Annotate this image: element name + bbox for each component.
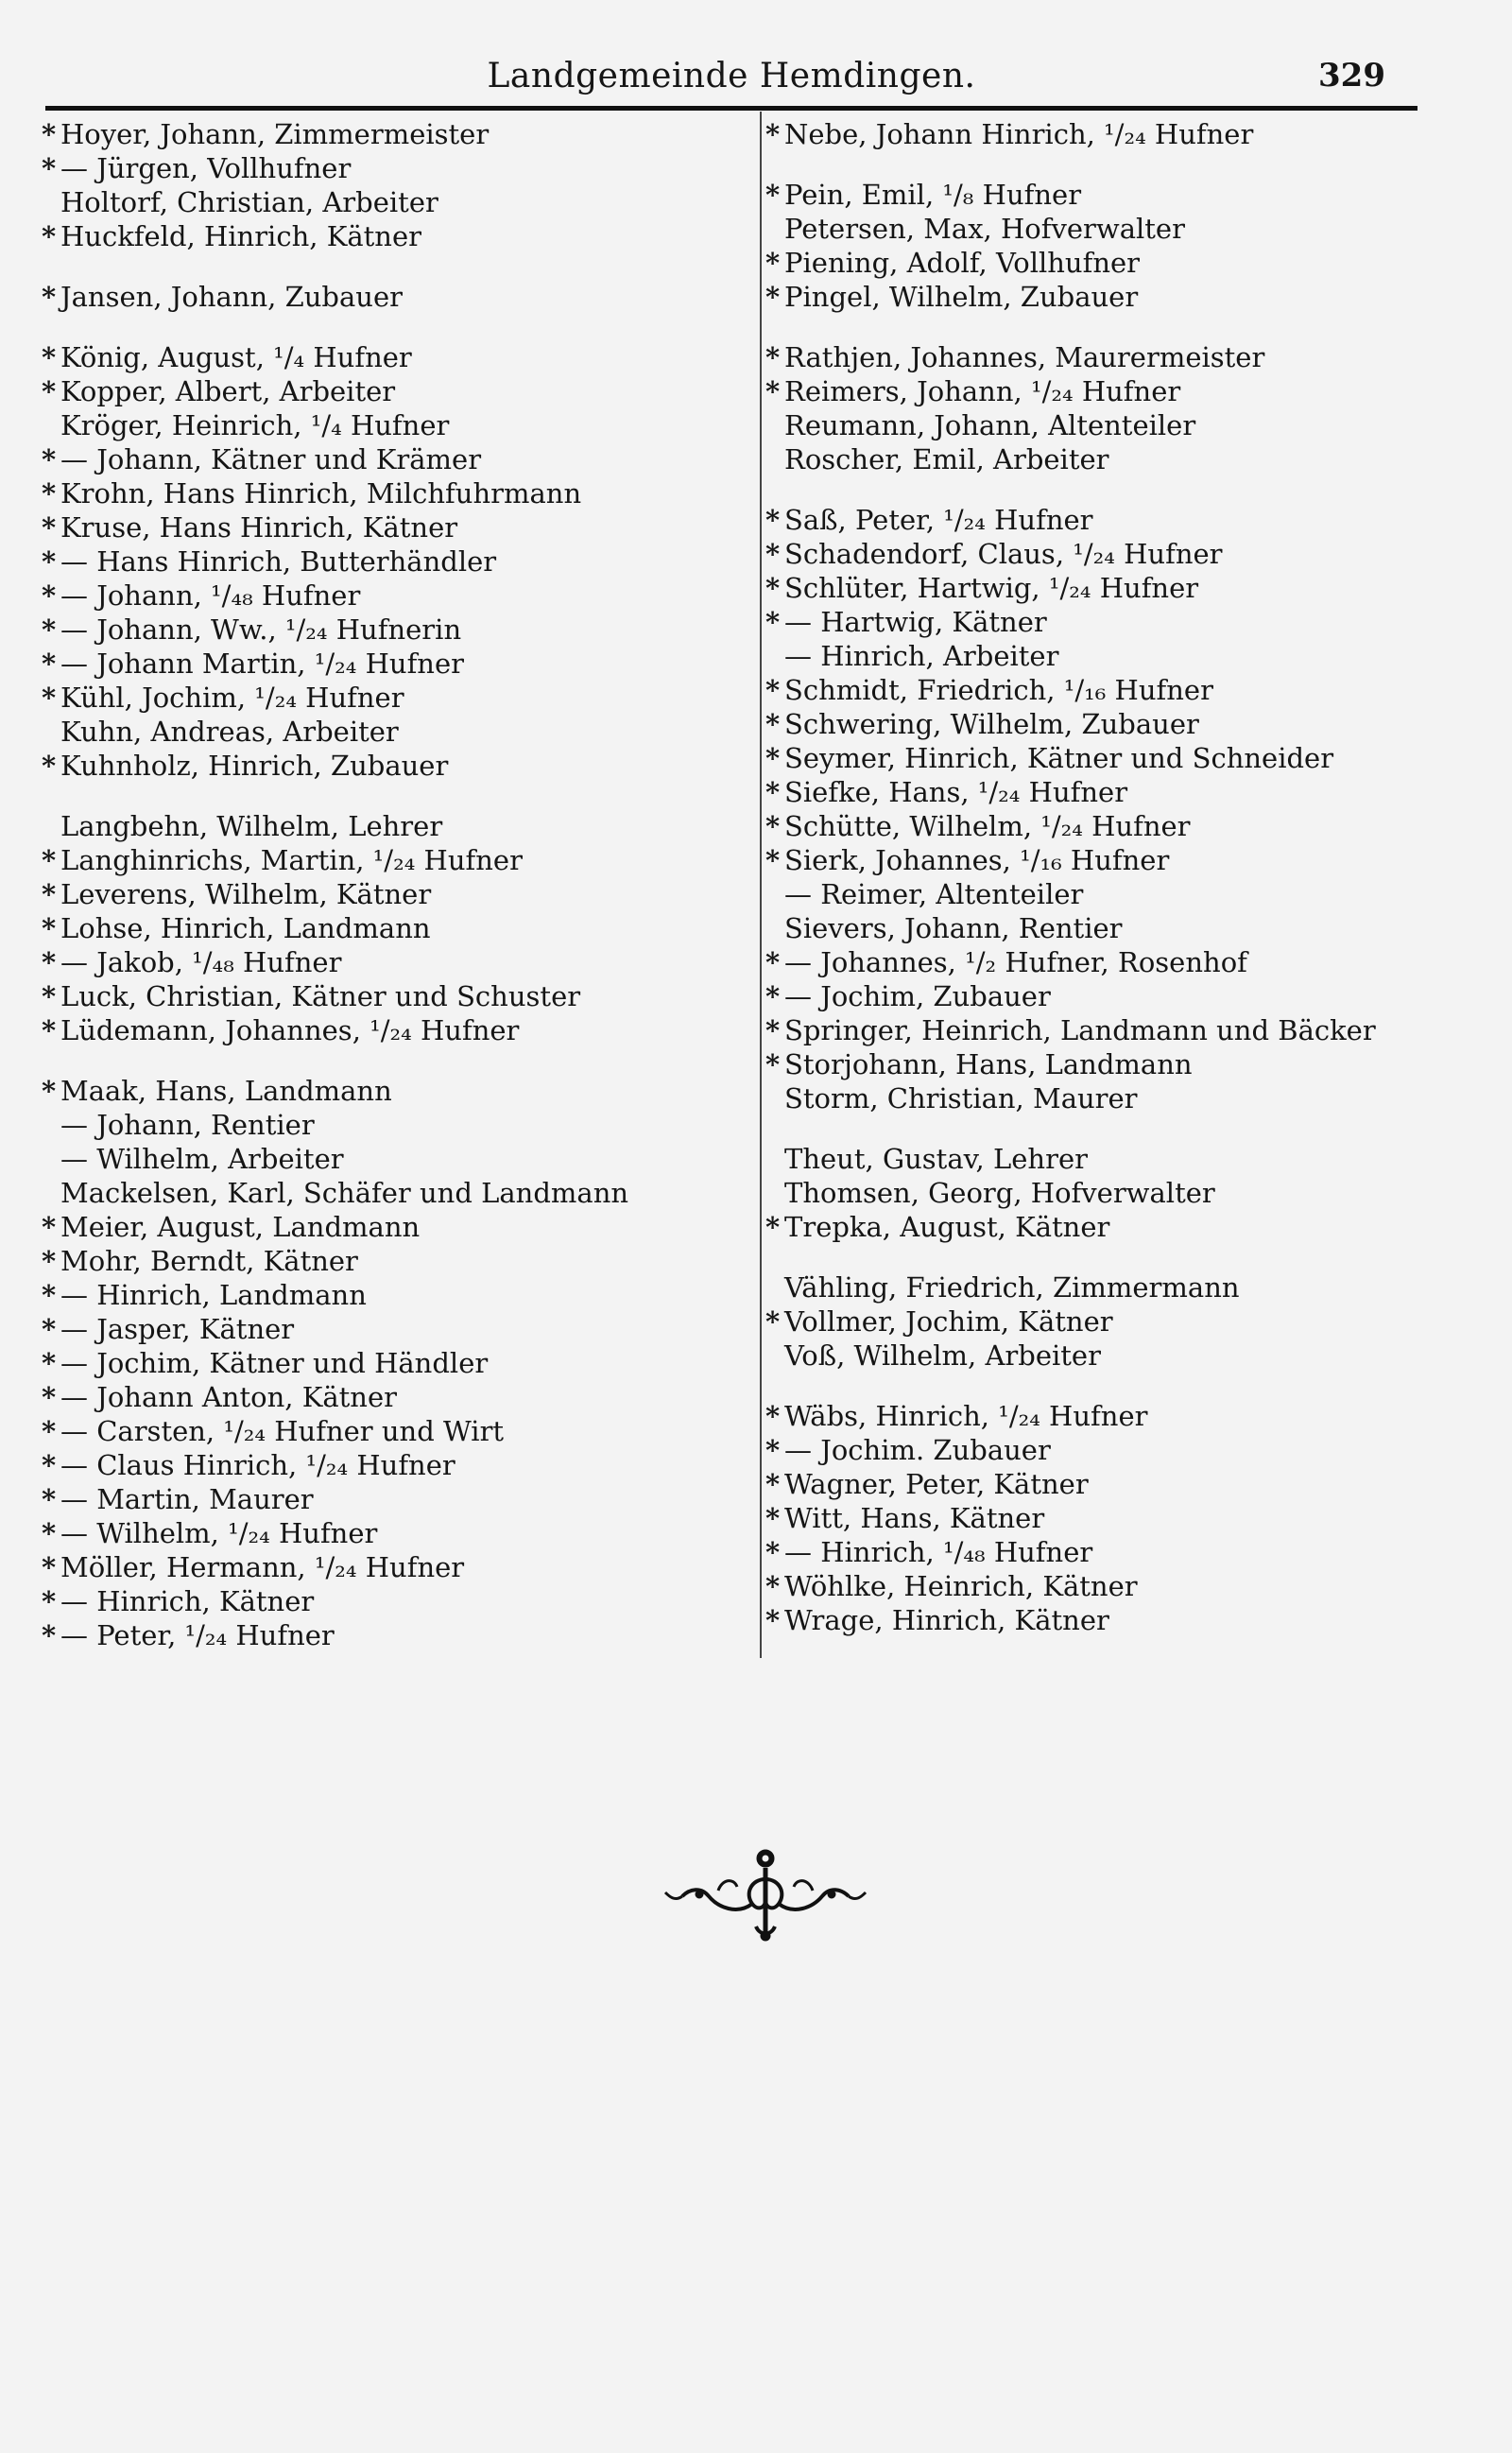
entry-text: König, August, ¹/₄ Hufner — [60, 341, 412, 373]
entry-text: Rathjen, Johannes, Maurermeister — [784, 341, 1265, 373]
entry-mark: * — [42, 613, 57, 646]
section-gap — [42, 1047, 722, 1074]
list-item — [765, 1501, 1446, 1535]
entry-text: Springer, Heinrich, Landmann und Bäcker — [784, 1014, 1376, 1046]
entry-mark: * — [42, 946, 57, 978]
entry-mark: * — [42, 1483, 57, 1515]
entry-text: Mohr, Berndt, Kätner — [60, 1245, 358, 1277]
entry-mark: * — [42, 579, 57, 612]
list-item — [765, 809, 1446, 843]
list-item — [765, 673, 1446, 707]
entry-text: Schadendorf, Claus, ¹/₂₄ Hufner — [784, 538, 1223, 570]
entry-mark: * — [42, 477, 57, 510]
entry-mark: * — [42, 1449, 57, 1481]
list-item — [765, 979, 1446, 1013]
entry-mark: * — [765, 1536, 781, 1568]
entry-mark: * — [42, 1551, 57, 1583]
entry-mark: * — [42, 1415, 57, 1447]
list-item — [42, 613, 722, 647]
entry-mark: * — [765, 1570, 781, 1602]
section-gap — [42, 314, 722, 340]
entry-text: — Hinrich, Landmann — [60, 1279, 367, 1311]
entry-mark: * — [42, 118, 57, 150]
list-item — [765, 945, 1446, 979]
entry-mark: * — [42, 1211, 57, 1243]
list-item — [765, 178, 1446, 212]
list-item — [765, 537, 1446, 571]
entry-mark: * — [42, 1517, 57, 1549]
entry-text: — Reimer, Altenteiler — [784, 878, 1084, 910]
entry-mark: * — [765, 375, 781, 407]
list-item — [765, 877, 1446, 911]
right-column — [765, 117, 1446, 1637]
entry-mark: * — [42, 878, 57, 910]
entry-text: Kühl, Jochim, ¹/₂₄ Hufner — [60, 682, 404, 714]
list-item — [42, 877, 722, 911]
entry-mark: * — [42, 1381, 57, 1413]
header-rule — [45, 106, 1418, 111]
entry-mark: * — [765, 708, 781, 740]
page-header — [45, 49, 1418, 104]
entry-text: Möller, Hermann, ¹/₂₄ Hufner — [60, 1551, 465, 1583]
entry-text: — Wilhelm, ¹/₂₄ Hufner — [60, 1517, 378, 1549]
entry-text: Huckfeld, Hinrich, Kätner — [60, 220, 421, 252]
section-gap — [765, 1244, 1446, 1270]
entry-mark: * — [765, 606, 781, 638]
entry-mark: * — [42, 281, 57, 313]
list-item — [42, 979, 722, 1013]
floral-ornament-icon — [662, 1841, 869, 1945]
entry-text: — Jürgen, Vollhufner — [60, 152, 352, 184]
list-item — [42, 1013, 722, 1047]
list-item — [765, 605, 1446, 639]
list-item — [765, 1142, 1446, 1176]
entry-mark: * — [42, 750, 57, 782]
entry-mark: * — [765, 946, 781, 978]
entry-mark: * — [42, 1279, 57, 1311]
entry-text: — Claus Hinrich, ¹/₂₄ Hufner — [60, 1449, 455, 1481]
entry-mark: * — [42, 648, 57, 680]
list-item — [765, 1013, 1446, 1047]
entry-text: Seymer, Hinrich, Kätner und Schneider — [784, 742, 1334, 774]
list-item — [765, 1047, 1446, 1081]
entry-text: Kuhnholz, Hinrich, Zubauer — [60, 750, 449, 782]
list-item — [42, 1482, 722, 1516]
entry-mark: * — [765, 341, 781, 373]
list-item — [42, 219, 722, 253]
list-item — [42, 809, 722, 843]
entry-mark: * — [765, 1468, 781, 1500]
entry-mark: * — [42, 1014, 57, 1046]
entry-text: Vollmer, Jochim, Kätner — [784, 1305, 1113, 1338]
entry-text: Siefke, Hans, ¹/₂₄ Hufner — [784, 776, 1128, 808]
list-item — [42, 1346, 722, 1380]
list-item — [42, 715, 722, 749]
list-item — [765, 374, 1446, 408]
entry-text: — Jochim. Zubauer — [784, 1434, 1051, 1466]
list-item — [42, 1448, 722, 1482]
list-item — [765, 340, 1446, 374]
entry-text: Thomsen, Georg, Hofverwalter — [784, 1177, 1215, 1209]
entry-text: Piening, Adolf, Vollhufner — [784, 247, 1141, 279]
list-item — [765, 1081, 1446, 1115]
entry-mark: * — [42, 375, 57, 407]
entry-text: Petersen, Max, Hofverwalter — [784, 213, 1185, 245]
page-title: Landgemeinde Hemdingen. — [487, 57, 976, 95]
entry-text: — Hinrich, ¹/₄₈ Hufner — [784, 1536, 1093, 1568]
page-number: 329 — [1318, 57, 1385, 95]
list-item — [765, 1270, 1446, 1304]
entry-mark: * — [42, 912, 57, 944]
entry-text: — Johann, ¹/₄₈ Hufner — [60, 579, 361, 612]
entry-text: Sierk, Johannes, ¹/₁₆ Hufner — [784, 844, 1170, 876]
entry-mark: * — [42, 980, 57, 1012]
entry-mark: * — [765, 1211, 781, 1243]
entry-text: — Johann Martin, ¹/₂₄ Hufner — [60, 648, 464, 680]
entry-mark: * — [765, 1604, 781, 1636]
entry-text: Hoyer, Johann, Zimmermeister — [60, 118, 490, 150]
list-item — [42, 185, 722, 219]
list-item — [42, 151, 722, 185]
entry-text: — Jochim, Zubauer — [784, 980, 1051, 1012]
entry-mark: * — [765, 281, 781, 313]
list-item — [42, 1618, 722, 1652]
entry-mark: * — [42, 1619, 57, 1651]
entry-text: Storm, Christian, Maurer — [784, 1082, 1138, 1114]
entry-mark: * — [765, 1014, 781, 1046]
entry-text: — Johann Anton, Kätner — [60, 1381, 398, 1413]
entry-mark: * — [765, 1400, 781, 1432]
list-item — [42, 374, 722, 408]
list-item — [42, 280, 722, 314]
entry-text: Storjohann, Hans, Landmann — [784, 1048, 1193, 1080]
entry-mark: * — [42, 844, 57, 876]
entry-mark: * — [765, 1305, 781, 1338]
list-item — [765, 1433, 1446, 1467]
entry-text: Theut, Gustav, Lehrer — [784, 1143, 1088, 1175]
list-item — [765, 280, 1446, 314]
entry-mark: * — [765, 1048, 781, 1080]
list-item — [765, 741, 1446, 775]
entry-mark: * — [42, 682, 57, 714]
entry-text: Krohn, Hans Hinrich, Milchfuhrmann — [60, 477, 582, 510]
entry-mark: * — [765, 1434, 781, 1466]
entry-text: — Johann, Rentier — [60, 1109, 315, 1141]
entry-text: Jansen, Johann, Zubauer — [60, 281, 403, 313]
entry-mark: * — [765, 776, 781, 808]
list-item — [765, 1339, 1446, 1373]
list-item — [42, 1074, 722, 1108]
list-item — [42, 1380, 722, 1414]
entry-mark: * — [765, 179, 781, 211]
list-item — [42, 1584, 722, 1618]
list-item — [42, 1108, 722, 1142]
entry-text: Wäbs, Hinrich, ¹/₂₄ Hufner — [784, 1400, 1148, 1432]
entry-text: Kröger, Heinrich, ¹/₄ Hufner — [60, 409, 450, 441]
left-column — [42, 117, 722, 1652]
list-item — [42, 1244, 722, 1278]
entry-text: Nebe, Johann Hinrich, ¹/₂₄ Hufner — [784, 118, 1254, 150]
list-item — [765, 1569, 1446, 1603]
list-item — [42, 579, 722, 613]
list-item — [42, 544, 722, 579]
list-item — [42, 1414, 722, 1448]
list-item — [42, 1278, 722, 1312]
section-gap — [765, 151, 1446, 178]
entry-text: — Carsten, ¹/₂₄ Hufner und Wirt — [60, 1415, 505, 1447]
entry-text: Meier, August, Landmann — [60, 1211, 421, 1243]
entry-text: Mackelsen, Karl, Schäfer und Landmann — [60, 1177, 629, 1209]
list-item — [765, 503, 1446, 537]
entry-mark: * — [42, 443, 57, 475]
section-gap — [42, 253, 722, 280]
entry-mark: * — [765, 538, 781, 570]
entry-text: Reumann, Johann, Altenteiler — [784, 409, 1196, 441]
entry-mark: * — [42, 341, 57, 373]
entry-text: Voß, Wilhelm, Arbeiter — [784, 1339, 1101, 1372]
entry-text: Roscher, Emil, Arbeiter — [784, 443, 1109, 475]
entry-text: Reimers, Johann, ¹/₂₄ Hufner — [784, 375, 1181, 407]
entry-mark: * — [42, 1585, 57, 1617]
section-gap — [765, 314, 1446, 340]
entry-text: Langbehn, Wilhelm, Lehrer — [60, 810, 443, 842]
list-item — [42, 1142, 722, 1176]
list-item — [42, 843, 722, 877]
column-divider — [760, 112, 762, 1658]
list-item — [42, 117, 722, 151]
list-item — [765, 1304, 1446, 1339]
list-item — [765, 1603, 1446, 1637]
entry-text: Kopper, Albert, Arbeiter — [60, 375, 396, 407]
list-item — [42, 476, 722, 510]
list-item — [42, 911, 722, 945]
list-item — [765, 117, 1446, 151]
list-item — [765, 1535, 1446, 1569]
entry-mark: * — [42, 152, 57, 184]
list-item — [42, 681, 722, 715]
entry-mark: * — [42, 1347, 57, 1379]
list-item — [42, 647, 722, 681]
list-item — [42, 510, 722, 544]
list-item — [42, 945, 722, 979]
entry-text: — Jasper, Kätner — [60, 1313, 295, 1345]
entry-text: Kruse, Hans Hinrich, Kätner — [60, 511, 458, 544]
section-gap — [42, 783, 722, 809]
list-item — [765, 571, 1446, 605]
entry-text: — Peter, ¹/₂₄ Hufner — [60, 1619, 335, 1651]
entry-text: Schütte, Wilhelm, ¹/₂₄ Hufner — [784, 810, 1191, 842]
list-item — [42, 749, 722, 783]
list-item — [42, 1312, 722, 1346]
entry-mark: * — [42, 545, 57, 578]
entry-text: Sievers, Johann, Rentier — [784, 912, 1123, 944]
entry-text: — Martin, Maurer — [60, 1483, 314, 1515]
list-item — [42, 408, 722, 442]
list-item — [765, 843, 1446, 877]
entry-mark: * — [765, 980, 781, 1012]
list-item — [765, 707, 1446, 741]
entry-mark: * — [765, 674, 781, 706]
entry-text: — Wilhelm, Arbeiter — [60, 1143, 344, 1175]
entry-text: Pingel, Wilhelm, Zubauer — [784, 281, 1139, 313]
entry-text: Lohse, Hinrich, Landmann — [60, 912, 431, 944]
entry-text: Kuhn, Andreas, Arbeiter — [60, 716, 399, 748]
list-item — [765, 775, 1446, 809]
entry-mark: * — [765, 1502, 781, 1534]
entry-text: Holtorf, Christian, Arbeiter — [60, 186, 438, 218]
list-item — [42, 442, 722, 476]
entry-text: — Hartwig, Kätner — [784, 606, 1047, 638]
entry-mark: * — [765, 742, 781, 774]
list-item — [765, 1210, 1446, 1244]
entry-text: Wrage, Hinrich, Kätner — [784, 1604, 1109, 1636]
entry-text: Luck, Christian, Kätner und Schuster — [60, 980, 581, 1012]
entry-text: Maak, Hans, Landmann — [60, 1075, 392, 1107]
entry-text: Lüdemann, Johannes, ¹/₂₄ Hufner — [60, 1014, 520, 1046]
entry-text: Wagner, Peter, Kätner — [784, 1468, 1089, 1500]
entry-mark: * — [765, 504, 781, 536]
entry-mark: * — [42, 1245, 57, 1277]
entry-text: — Hans Hinrich, Butterhändler — [60, 545, 497, 578]
section-gap — [765, 1115, 1446, 1142]
section-gap — [765, 1373, 1446, 1399]
entry-text: — Johannes, ¹/₂ Hufner, Rosenhof — [784, 946, 1247, 978]
entry-text: Witt, Hans, Kätner — [784, 1502, 1045, 1534]
entry-mark: * — [42, 1313, 57, 1345]
list-item — [765, 442, 1446, 476]
entry-text: Langhinrichs, Martin, ¹/₂₄ Hufner — [60, 844, 523, 876]
entry-mark: * — [42, 220, 57, 252]
entry-mark: * — [765, 118, 781, 150]
entry-mark: * — [42, 1075, 57, 1107]
list-item — [765, 1467, 1446, 1501]
entry-mark: * — [765, 844, 781, 876]
list-item — [765, 1176, 1446, 1210]
list-item — [42, 340, 722, 374]
entry-text: — Johann, Ww., ¹/₂₄ Hufnerin — [60, 613, 462, 646]
list-item — [42, 1176, 722, 1210]
entry-text: Schmidt, Friedrich, ¹/₁₆ Hufner — [784, 674, 1213, 706]
entry-text: Leverens, Wilhelm, Kätner — [60, 878, 432, 910]
list-item — [42, 1516, 722, 1550]
entry-text: — Hinrich, Kätner — [60, 1585, 315, 1617]
list-item — [765, 408, 1446, 442]
list-item — [765, 911, 1446, 945]
list-item — [42, 1210, 722, 1244]
entry-text: Vähling, Friedrich, Zimmermann — [784, 1271, 1240, 1304]
list-item — [765, 246, 1446, 280]
list-item — [765, 639, 1446, 673]
entry-mark: * — [42, 511, 57, 544]
entry-text: — Jakob, ¹/₄₈ Hufner — [60, 946, 342, 978]
entry-text: Wöhlke, Heinrich, Kätner — [784, 1570, 1138, 1602]
entry-text: Schwering, Wilhelm, Zubauer — [784, 708, 1199, 740]
entry-text: — Hinrich, Arbeiter — [784, 640, 1059, 672]
entry-text: Saß, Peter, ¹/₂₄ Hufner — [784, 504, 1093, 536]
entry-mark: * — [765, 247, 781, 279]
entry-text: Schlüter, Hartwig, ¹/₂₄ Hufner — [784, 572, 1199, 604]
entry-text: — Jochim, Kätner und Händler — [60, 1347, 489, 1379]
entry-mark: * — [765, 572, 781, 604]
entry-text: — Johann, Kätner und Krämer — [60, 443, 482, 475]
section-gap — [765, 476, 1446, 503]
list-item — [765, 1399, 1446, 1433]
entry-mark: * — [765, 810, 781, 842]
entry-text: Trepka, August, Kätner — [784, 1211, 1110, 1243]
list-item — [765, 212, 1446, 246]
entry-text: Pein, Emil, ¹/₈ Hufner — [784, 179, 1082, 211]
list-item — [42, 1550, 722, 1584]
